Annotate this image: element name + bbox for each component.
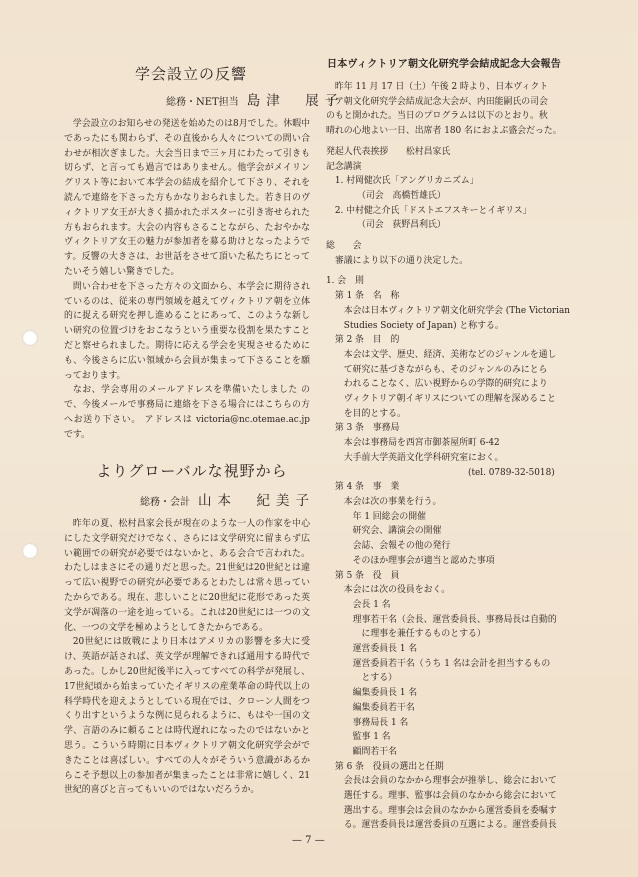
report-line: とする） (326, 673, 397, 684)
report-line: 第 3 条 事務局 (326, 423, 400, 434)
report-line: 2. 中村健之介氏「ドストエフスキーとイギリス」 (326, 205, 532, 216)
report-line: 編集委員若干名 (326, 702, 415, 713)
article1-title: 学会設立の反響 (134, 65, 247, 83)
report-line: を目的とする。 (326, 408, 406, 419)
report-line: （司会 荻野昌利氏） (326, 220, 446, 231)
report-line: 第 5 条 役 員 (326, 570, 400, 581)
report-line: 本会は事務局を西宮市御茶屋所町 6-42 (326, 438, 500, 449)
report-line: 理事若干名（会長、運営委員長、事務局長は自動的 (326, 614, 557, 625)
article2-byline-role: 総務・会計 (140, 497, 190, 508)
article1-byline-role: 総務・NET担当 (166, 97, 239, 108)
report-line: 監事 1 名 (326, 732, 391, 743)
punch-hole (22, 543, 38, 559)
article1-byline (166, 89, 344, 109)
article1-paragraph: 問い合わせを下さった方々の文面から、本学会に期待されているのは、従来の専門領域を越えてヴィクトリア朝を立体的に捉える研究を押し進めることにあって、このような新しい研究の位置づけをおこなうという重要な役割を果たすことだと察せられました。期待に応える学会を実現させるためにも、今後さらに広い領域から会員が集まって下さることを願っております。 (64, 281, 310, 381)
article1-paragraph: なお、学会専用のメールアドレスを準備いたしました ので、今後メールで事務局に連絡を下さる場合にはこちらの方へお送り下さい。 アドレスは victoria@nc.otemae.ac.jp です。 (64, 385, 310, 440)
report-line: 本会は文学、歴史、経済、美術などのジャンルを通し (326, 349, 557, 360)
report-line: 事務局長 1 名 (326, 717, 409, 728)
report-line: Studies Society of Japan) と称する。 (326, 320, 504, 331)
report-line: る。運営委員長は運営委員の互選による。運営委員長 (326, 820, 557, 831)
report-line: 本会は日本ヴィクトリア朝文化研究学会 (The Victorian (326, 305, 571, 316)
article2-body (64, 517, 310, 798)
article1-paragraph: 学会設立のお知らせの発送を始めたのは8月でした。休暇中であったにも関わらず、その直後から人々についての問い合わせが相次ぎました。大会当日まで三ヶ月にわたって引きも切らず、と言っても過言ではありません。他学会がメイリングリスト等において本学会の結成を紹介して下さり、それを読んで連絡を下さった方もかなりおられました。若き日のヴィクトリア女王が大きく描かれたポスターに引き寄せられた方もおられます。大会の内容もさることながら、たおやかなヴィクトリア女王の魅力が参加者を募る助けとなったようです。反響の大きさは、お世話をさせて頂いた私たちにとってたいそう嬉しい驚きでした。 (64, 119, 310, 277)
article2-byline-name: 山本 紀美子 (198, 493, 315, 509)
article2-title: よりグローバルな視野から (96, 462, 288, 480)
article2-paragraph: 昨年の夏、松村昌家会長が現在のような一人の作家を中心にした文学研究だけでなく、さらには文学研究に留まらず広い範囲での研究が必要ではないかと、ある会合で言われた。わたしはまさにその通りだと思った。21世紀は20世紀とは違って広い視野での研究が必要であるとわたしは常々思っていたからである。現在、悲しいことに20世紀に花形であった英文学が凋落の一途を辿っている。これは20世紀には一つの文化、一つの文学を極めようとしてきたからである。 (64, 519, 310, 633)
report-line: リア朝文化研究学会結成記念大会が、内田能嗣氏の司会 (326, 96, 548, 107)
report-line: 研究会、講演会の開催 (326, 526, 442, 537)
report-line: 第 6 条 役員の選出と任期 (326, 761, 444, 772)
report-line: 昨年 11 月 17 日（土）午後 2 時より、日本ヴィクト (326, 82, 549, 92)
report-line: に理事を兼任するものとする） (326, 629, 486, 640)
report-line: 運営委員長 1 名 (326, 644, 418, 655)
report-line: ヴィクトリア朝イギリスについての理解を深めること (326, 394, 556, 405)
report-line: 1. 会 則 (326, 276, 364, 287)
report-line: 総 会 (326, 241, 362, 252)
report-body (326, 80, 598, 833)
report-line: 晴れの心地よい一日、出席者 180 名におよぶ盛会だった。 (326, 126, 562, 137)
report-line: 会長 1 名 (326, 599, 391, 610)
report-line: 年 1 回総会の開催 (326, 511, 427, 522)
article1-body (64, 117, 310, 443)
report-line: 記念講演 (326, 161, 362, 172)
report-line: そのほか理事会が適当と認めた事項 (326, 555, 495, 566)
report-line: 第 4 条 事 業 (326, 482, 400, 493)
report-title: 日本ヴィクトリア朝文化研究学会結成記念大会報告 (327, 59, 561, 70)
report-line: 発起人代表挨拶 松村昌家氏 (326, 146, 451, 157)
report-line: 審議により以下の通り決定した。 (326, 255, 468, 266)
report-line: 本会には次の役員をおく。 (326, 585, 451, 596)
report-line: （司会 高橋哲雄氏） (326, 190, 446, 201)
report-line: 本会は次の事業を行う。 (326, 496, 442, 507)
report-line: 顧問若干名 (326, 746, 397, 757)
report-line: 第 1 条 名 称 (326, 291, 400, 302)
report-line: 会長は会員のなかから理事会が推挙し、総会において (326, 776, 557, 787)
report-line: 選出する。理事会は会員のなかから運営委員を委嘱す (326, 805, 557, 816)
report-line: (tel. 0789-32-5018) (326, 467, 555, 478)
report-line: 編集委員長 1 名 (326, 688, 418, 699)
report-line: て研究に基づきながらも、そのジャンルのみにとら (326, 364, 548, 375)
report-line: 会誌、会報その他の発行 (326, 541, 451, 552)
page-number: — 7 — (292, 835, 325, 846)
article1-byline-name: 島津 展子 (246, 93, 345, 109)
article2-paragraph: 20世紀には敗戦により日本はアメリカの影響を多大に受け、英語が話されば、英文学が理解できれば通用する時代であった。しかし20世紀後半に入ってすべての科学が発展し、17世紀頃から始まっていたイギリスの産業革命の時代以上の科学時代を迎えようとしている現在では、クローン人間をつくり出すというような例に見られるように、もはや一国の文学、言語のみに頼ることは時代遅れになったのではないかと思う。こういう時期に日本ヴィクトリア朝文化研究学会ができたことは喜ばしい。すべての人々がそういう意識があるからこそ予想以上の参加者が集まったことは非常に嬉しく、21世紀的喜びと言ってもいいのではないだろうか。 (64, 637, 310, 796)
punch-hole (22, 330, 38, 346)
report-line: 選任する。理事、監事は会員のなかから総会において (326, 791, 557, 802)
report-line: 運営委員若干名（うち 1 名は会計を担当するもの (326, 658, 551, 669)
article2-byline (140, 489, 315, 509)
report-line: 第 2 条 目 的 (326, 335, 400, 346)
report-line: われることなく、広い視野からの学際的研究により (326, 379, 548, 390)
report-line: 大手前大学英語文化学科研究室におく。 (326, 452, 504, 463)
report-line: のもと開かれた。当日のプログラムは以下のとおり。秋 (326, 111, 548, 122)
report-line: 1. 村岡健次氏「アングリカニズム」 (326, 176, 479, 187)
